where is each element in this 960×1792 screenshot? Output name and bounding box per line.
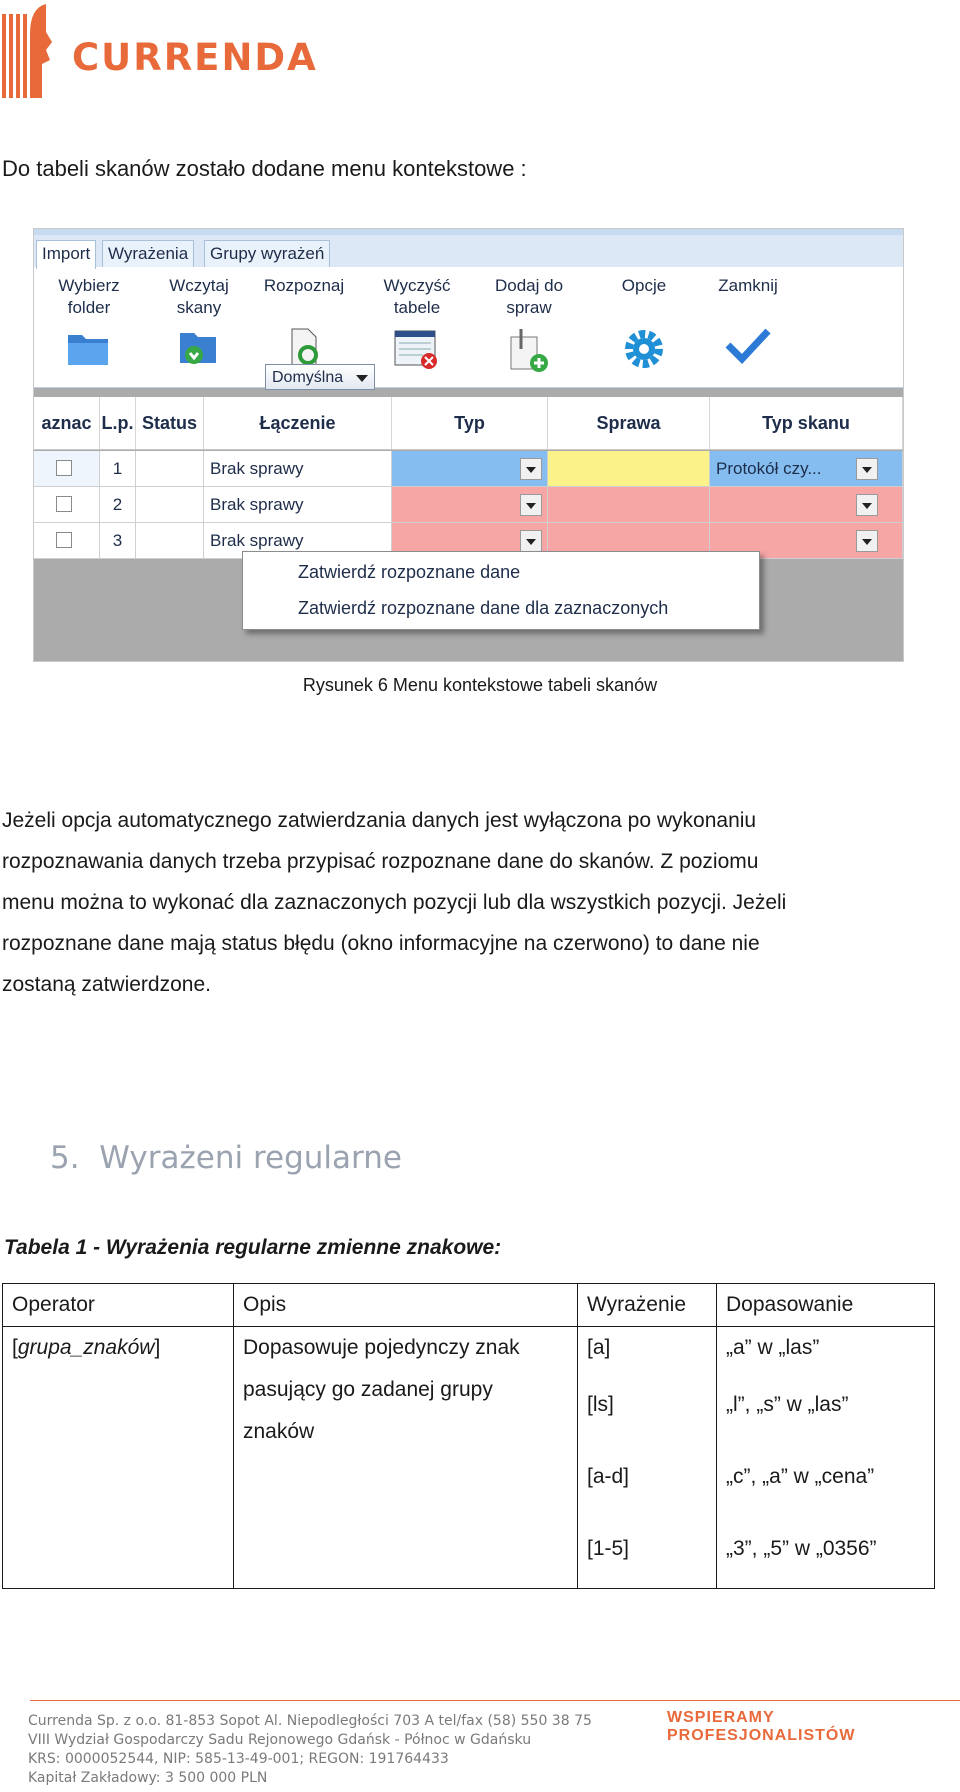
col-lp[interactable]: L.p. — [100, 397, 136, 449]
description-line: pasujący go zadanej grupy — [243, 1378, 493, 1401]
paragraph-line: menu można to wykonać dla zaznaczonych pozycji lub dla wszystkich pozycji. Jeżeli — [2, 891, 787, 914]
close-label: Zamknij — [718, 276, 778, 295]
footer-line: KRS: 0000052544, NIP: 585-13-49-001; REGON: 191764433 — [28, 1751, 449, 1767]
folder-icon — [66, 327, 112, 367]
chevron-down-icon[interactable] — [856, 494, 878, 516]
footer-line: VIII Wydział Gospodarczy Sadu Rejonowego Gdańsk - Północ w Gdańsku — [28, 1732, 532, 1748]
match-value: „l”, „s” w „las” — [726, 1393, 849, 1416]
footer-slogan: WSPIERAMY PROFESJONALISTÓW — [667, 1709, 856, 1744]
sprawa-cell[interactable] — [548, 451, 710, 487]
match-value: „c”, „a” w „cena” — [726, 1465, 875, 1488]
lp-cell: 2 — [100, 487, 136, 523]
header-operator: Operator — [3, 1284, 234, 1327]
match-cell — [717, 1327, 935, 1589]
col-status[interactable]: Status — [136, 397, 204, 449]
table-caption: Tabela 1 - Wyrażenia regularne zmienne znakowe: — [4, 1236, 502, 1259]
paragraph-line: Jeżeli opcja automatycznego zatwierdzania danych jest wyłączona po wykonaniu — [2, 809, 757, 832]
table-row[interactable] — [34, 451, 903, 487]
chevron-down-icon[interactable] — [520, 530, 542, 552]
logo-text: CURRENDA — [72, 36, 318, 79]
footer-divider — [30, 1700, 960, 1701]
menu-item-confirm-selected[interactable]: Zatwierdź rozpoznane dane dla zaznaczonych — [298, 598, 669, 618]
menu-item-confirm-all[interactable]: Zatwierdź rozpoznane dane — [298, 562, 521, 582]
description-line: Dopasowuje pojedynczy znak — [243, 1336, 520, 1359]
close-button[interactable] — [698, 267, 798, 367]
table-row — [3, 1327, 935, 1589]
checkmark-icon — [724, 327, 772, 367]
chevron-down-icon[interactable] — [856, 530, 878, 552]
footer-line: Kapitał Zakładowy: 3 500 000 PLN — [28, 1770, 268, 1786]
ribbon-tabs — [34, 235, 903, 268]
currenda-logo-icon — [2, 4, 54, 98]
table-row[interactable] — [34, 487, 903, 523]
typ-cell[interactable] — [392, 451, 548, 487]
row-select-cell — [34, 451, 100, 487]
ribbon-toolbar — [34, 267, 903, 388]
add-to-case-button[interactable] — [479, 267, 579, 373]
chevron-down-icon — [356, 375, 368, 382]
expression-value: [a-d] — [587, 1465, 630, 1488]
clear-table-label: Wyczyść tabele — [383, 276, 451, 317]
paragraph-line: rozpoznawania danych trzeba przypisać rozpoznane dane do skanów. Z poziomu — [2, 850, 759, 873]
clear-table-button[interactable] — [367, 267, 467, 371]
description-cell — [234, 1327, 578, 1589]
load-scans-button[interactable] — [149, 267, 249, 367]
match-value: „a” w „las” — [726, 1336, 820, 1359]
paragraph-line: rozpoznane dane mają status błędu (okno informacyjne na czerwono) to dane nie — [2, 932, 760, 955]
recognize-button[interactable] — [254, 267, 354, 367]
mode-select-value: Domyślna — [272, 369, 344, 386]
col-aznac[interactable]: aznac — [34, 397, 100, 449]
status-cell — [136, 523, 204, 559]
header-opis: Opis — [234, 1284, 578, 1327]
laczenie-cell: Brak sprawy — [204, 451, 392, 487]
row-checkbox[interactable] — [56, 532, 72, 548]
body-paragraph — [2, 800, 952, 1005]
laczenie-cell: Brak sprawy — [204, 523, 392, 559]
operator-name: grupa_znaków — [17, 1336, 155, 1359]
figure-caption: Rysunek 6 Menu kontekstowe tabeli skanów — [302, 675, 658, 695]
context-menu — [242, 551, 760, 630]
clear-table-icon — [393, 327, 441, 371]
chevron-down-icon[interactable] — [520, 494, 542, 516]
add-to-case-label: Dodaj do spraw — [494, 276, 564, 317]
lp-cell: 1 — [100, 451, 136, 487]
col-sprawa[interactable]: Sprawa — [548, 397, 710, 449]
status-cell — [136, 451, 204, 487]
row-select-cell — [34, 487, 100, 523]
header-wyrazenie: Wyrażenie — [578, 1284, 717, 1327]
typ-skanu-cell[interactable] — [710, 487, 903, 523]
footer-line: Currenda Sp. z o.o. 81-853 Sopot Al. Niepodległości 703 A tel/fax (58) 550 38 75 — [28, 1713, 592, 1729]
description-line: znaków — [243, 1420, 315, 1443]
paragraph-line: zostaną zatwierdzone. — [2, 973, 211, 996]
load-scans-label: Wczytaj skany — [169, 276, 229, 317]
status-cell — [136, 487, 204, 523]
regex-table — [2, 1283, 935, 1589]
section-title: Wyrażeni regularne — [99, 1140, 402, 1176]
mode-select[interactable] — [265, 364, 375, 390]
bracket-open: [ — [12, 1336, 18, 1359]
options-label: Opcje — [621, 276, 667, 295]
table-header-row — [3, 1284, 935, 1327]
col-typ[interactable]: Typ — [392, 397, 548, 449]
expression-cell — [578, 1327, 717, 1589]
gear-icon — [622, 327, 666, 371]
lp-cell: 3 — [100, 523, 136, 559]
sprawa-cell[interactable] — [548, 487, 710, 523]
options-button[interactable] — [594, 267, 694, 371]
chevron-down-icon[interactable] — [856, 458, 878, 480]
scan-table-screenshot — [33, 228, 904, 662]
typ-skanu-cell[interactable] — [710, 451, 903, 487]
select-folder-button[interactable] — [39, 267, 139, 367]
chevron-down-icon[interactable] — [520, 458, 542, 480]
operator-cell — [3, 1327, 234, 1589]
expression-value: [ls] — [587, 1393, 614, 1416]
recognize-icon — [284, 327, 324, 367]
grid-header — [34, 397, 903, 450]
select-folder-label: Wybierz folder — [58, 276, 120, 317]
tab-wyrazenia[interactable]: Wyrażenia — [102, 240, 194, 267]
row-checkbox[interactable] — [56, 460, 72, 476]
section-number: 5. — [50, 1140, 80, 1176]
bracket-close: ] — [154, 1336, 161, 1359]
row-select-cell — [34, 523, 100, 559]
tab-grupy-wyrazen[interactable]: Grupy wyrażeń — [204, 240, 330, 267]
intro-text: Do tabeli skanów zostało dodane menu kontekstowe : — [2, 156, 527, 181]
expression-value: [1-5] — [587, 1537, 630, 1560]
tab-import[interactable]: Import — [36, 240, 96, 269]
typ-cell[interactable] — [392, 487, 548, 523]
col-typ-skanu[interactable]: Typ skanu — [710, 397, 903, 449]
add-to-case-icon — [507, 327, 551, 373]
row-checkbox[interactable] — [56, 496, 72, 512]
load-scans-icon — [176, 327, 222, 367]
recognize-label: Rozpoznaj — [263, 276, 345, 295]
typ-skanu-value: Protokół czy... — [716, 459, 822, 478]
laczenie-cell: Brak sprawy — [204, 487, 392, 523]
expression-value: [a] — [587, 1336, 611, 1359]
section-heading — [50, 1140, 402, 1176]
col-laczenie[interactable]: Łączenie — [204, 397, 392, 449]
header-dopasowanie: Dopasowanie — [717, 1284, 935, 1327]
match-value: „3”, „5” w „0356” — [726, 1537, 877, 1560]
